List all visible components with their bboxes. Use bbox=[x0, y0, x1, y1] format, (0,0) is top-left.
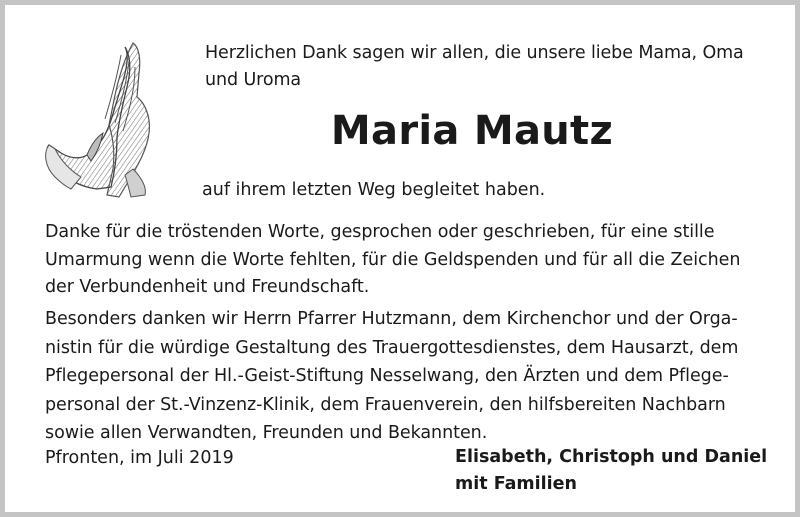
paragraph-line: Besonders danken wir Herrn Pfarrer Hutzmann, dem Kirchenchor und der Orga- bbox=[45, 309, 738, 329]
intro-text bbox=[205, 40, 765, 94]
deceased-name: Maria Mautz bbox=[330, 108, 614, 154]
intro-line: und Uroma bbox=[205, 70, 302, 90]
thanks-paragraph bbox=[45, 219, 785, 302]
paragraph-line: der Verbundenheit und Freundschaft. bbox=[45, 277, 370, 297]
signers-line: mit Familien bbox=[455, 474, 577, 494]
paragraph-line: Umarmung wenn die Worte fehlten, für die Geldspenden und für all die Zeichen bbox=[45, 249, 741, 270]
accompany-line: auf ihrem letzten Weg begleitet haben. bbox=[202, 180, 546, 200]
paragraph-line: Pflegepersonal der Hl.-Geist-Stiftung Nesselwang, den Ärzten und dem Pflege- bbox=[45, 366, 729, 386]
paragraph-line: Danke für die tröstenden Worte, gesprochen oder geschrieben, für eine stille bbox=[45, 222, 715, 242]
place-date: Pfronten, im Juli 2019 bbox=[45, 448, 234, 468]
signers-line: Elisabeth, Christoph und Daniel bbox=[455, 447, 768, 467]
paragraph-line: personal der St.-Vinzenz-Klinik, dem Frauenverein, den hilfsbereiten Nachbarn bbox=[45, 394, 726, 415]
paragraph-line: nistin für die würdige Gestaltung des Trauergottesdienstes, dem Hausarzt, dem bbox=[45, 337, 739, 358]
signers bbox=[455, 444, 767, 498]
special-thanks-paragraph bbox=[45, 305, 785, 448]
paragraph-line: sowie allen Verwandten, Freunden und Bekannten. bbox=[45, 423, 488, 443]
intro-line: Herzlichen Dank sagen wir allen, die unsere liebe Mama, Oma bbox=[205, 43, 744, 63]
